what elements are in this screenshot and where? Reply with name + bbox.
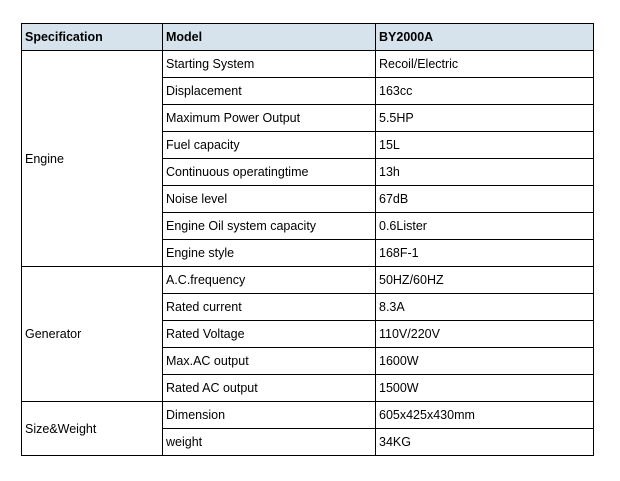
spec-value: 50HZ/60HZ xyxy=(376,267,594,294)
spec-label: Noise level xyxy=(163,186,376,213)
table-row xyxy=(22,402,594,429)
header-specification: Specification xyxy=(22,24,163,51)
spec-value: 34KG xyxy=(376,429,594,456)
spec-label: Continuous operatingtime xyxy=(163,159,376,186)
spec-value: 1500W xyxy=(376,375,594,402)
spec-label: A.C.frequency xyxy=(163,267,376,294)
spec-label: Dimension xyxy=(163,402,376,429)
spec-label: Starting System xyxy=(163,51,376,78)
spec-label: Rated Voltage xyxy=(163,321,376,348)
spec-label: Rated AC output xyxy=(163,375,376,402)
spec-label: Displacement xyxy=(163,78,376,105)
spec-label: Engine style xyxy=(163,240,376,267)
spec-label: weight xyxy=(163,429,376,456)
header-model-value: BY2000A xyxy=(376,24,594,51)
spec-value: 605x425x430mm xyxy=(376,402,594,429)
spec-label: Max.AC output xyxy=(163,348,376,375)
spec-table xyxy=(21,23,594,456)
spec-value: 5.5HP xyxy=(376,105,594,132)
table-row xyxy=(22,51,594,78)
group-size-weight: Size&Weight xyxy=(22,402,163,456)
spec-value: 110V/220V xyxy=(376,321,594,348)
spec-label: Rated current xyxy=(163,294,376,321)
group-generator: Generator xyxy=(22,267,163,402)
spec-value: 67dB xyxy=(376,186,594,213)
header-row xyxy=(22,24,594,51)
spec-label: Fuel capacity xyxy=(163,132,376,159)
spec-value: Recoil/Electric xyxy=(376,51,594,78)
spec-value: 8.3A xyxy=(376,294,594,321)
spec-value: 163cc xyxy=(376,78,594,105)
spec-value: 13h xyxy=(376,159,594,186)
table-row xyxy=(22,267,594,294)
group-engine: Engine xyxy=(22,51,163,267)
spec-value: 168F-1 xyxy=(376,240,594,267)
spec-value: 0.6Lister xyxy=(376,213,594,240)
header-model: Model xyxy=(163,24,376,51)
spec-label: Engine Oil system capacity xyxy=(163,213,376,240)
spec-label: Maximum Power Output xyxy=(163,105,376,132)
spec-value: 1600W xyxy=(376,348,594,375)
spec-value: 15L xyxy=(376,132,594,159)
